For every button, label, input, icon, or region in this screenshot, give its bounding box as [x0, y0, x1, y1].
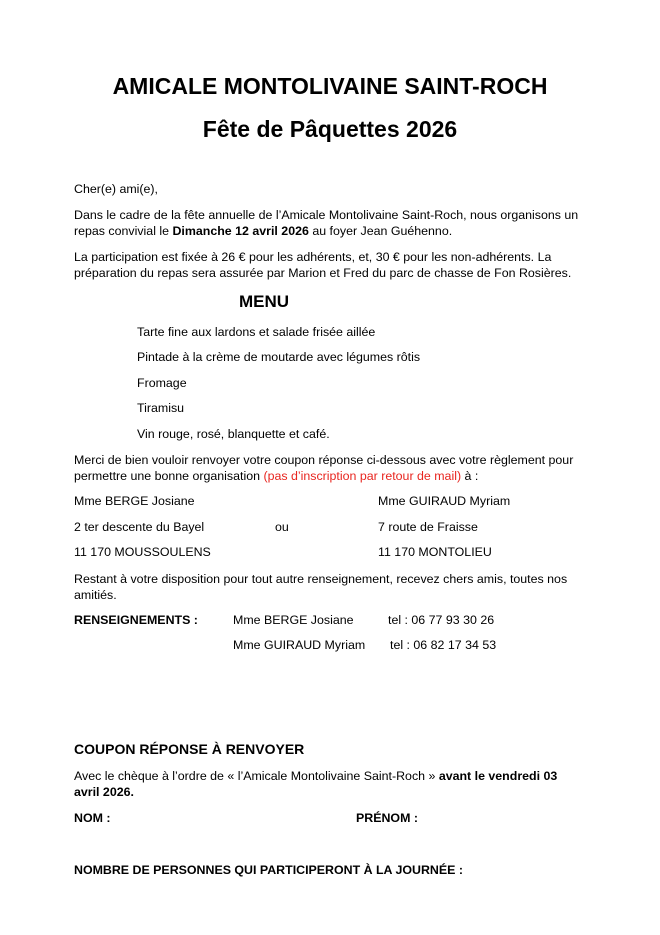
nom-field-label: NOM :	[74, 811, 111, 825]
contact1-city: 11 170 MOUSSOULENS	[74, 545, 211, 559]
closing-paragraph: Restant à votre disposition pour tout autre renseignement, recevez chers amis, toutes nos amitiés.	[74, 572, 568, 602]
contact1-street: 2 ter descente du Bayel	[74, 520, 205, 534]
org-title: AMICALE MONTOLIVAINE SAINT-ROCH	[112, 73, 548, 99]
contact2-street: 7 route de Fraisse	[378, 520, 478, 534]
greeting: Cher(e) ami(e),	[74, 182, 158, 196]
intro-p1-start: Dans le cadre de la fête annuelle de l’Amicale Montolivaine Saint-Roch, nous organisons un repas convivial le	[74, 208, 579, 238]
info-contact-phone: tel : 06 82 17 34 53	[390, 638, 497, 652]
menu-item: Vin rouge, rosé, blanquette et café.	[137, 427, 330, 441]
return-text-start: Merci de bien vouloir renvoyer votre coupon réponse ci-dessous avec votre règlement pour permettre une bonne organisation	[74, 453, 574, 483]
renseignements-label: RENSEIGNEMENTS :	[74, 613, 198, 627]
info-contact-name: Mme BERGE Josiane	[233, 613, 354, 627]
menu-item: Tiramisu	[137, 401, 185, 415]
menu-heading: MENU	[239, 292, 290, 311]
coupon-deadline: avant le vendredi 03 avril 2026.	[74, 769, 558, 799]
menu-item: Pintade à la crème de moutarde avec légumes rôtis	[137, 350, 421, 364]
event-date: Dimanche 12 avril 2026	[172, 224, 309, 238]
intro-p1-end: au foyer Jean Guéhenno.	[308, 224, 453, 238]
persons-count-label: NOMBRE DE PERSONNES QUI PARTICIPERONT À LA JOURNÉE :	[74, 863, 463, 877]
intro-paragraph-1	[74, 207, 589, 239]
intro-paragraph-2: La participation est fixée à 26 € pour les adhérents, et, 30 € pour les non-adhérents. La préparation du repas sera assurée par Marion et Fred du parc de chasse de Fon Rosières.	[74, 250, 572, 280]
no-email-note: (pas d’inscription par retour de mail)	[263, 469, 462, 483]
menu-item: Tarte fine aux lardons et salade frisée aillée	[137, 325, 376, 339]
event-title: Fête de Pâquettes 2026	[202, 116, 458, 142]
info-contact-name: Mme GUIRAUD Myriam	[233, 638, 366, 652]
return-instructions	[74, 452, 579, 484]
return-text-end: à :	[461, 469, 479, 483]
coupon-text-start: Avec le chèque à l’ordre de « l’Amicale Montolivaine Saint-Roch »	[74, 769, 439, 783]
coupon-heading: COUPON RÉPONSE À RENVOYER	[74, 741, 305, 757]
contact2-city: 11 170 MONTOLIEU	[378, 545, 492, 559]
or-label: ou	[275, 520, 289, 534]
info-contact-phone: tel : 06 77 93 30 26	[388, 613, 495, 627]
coupon-instructions	[74, 768, 579, 800]
contact1-name: Mme BERGE Josiane	[74, 494, 195, 508]
contact2-name: Mme GUIRAUD Myriam	[378, 494, 511, 508]
menu-item: Fromage	[137, 376, 187, 390]
prenom-field-label: PRÉNOM :	[356, 811, 418, 825]
